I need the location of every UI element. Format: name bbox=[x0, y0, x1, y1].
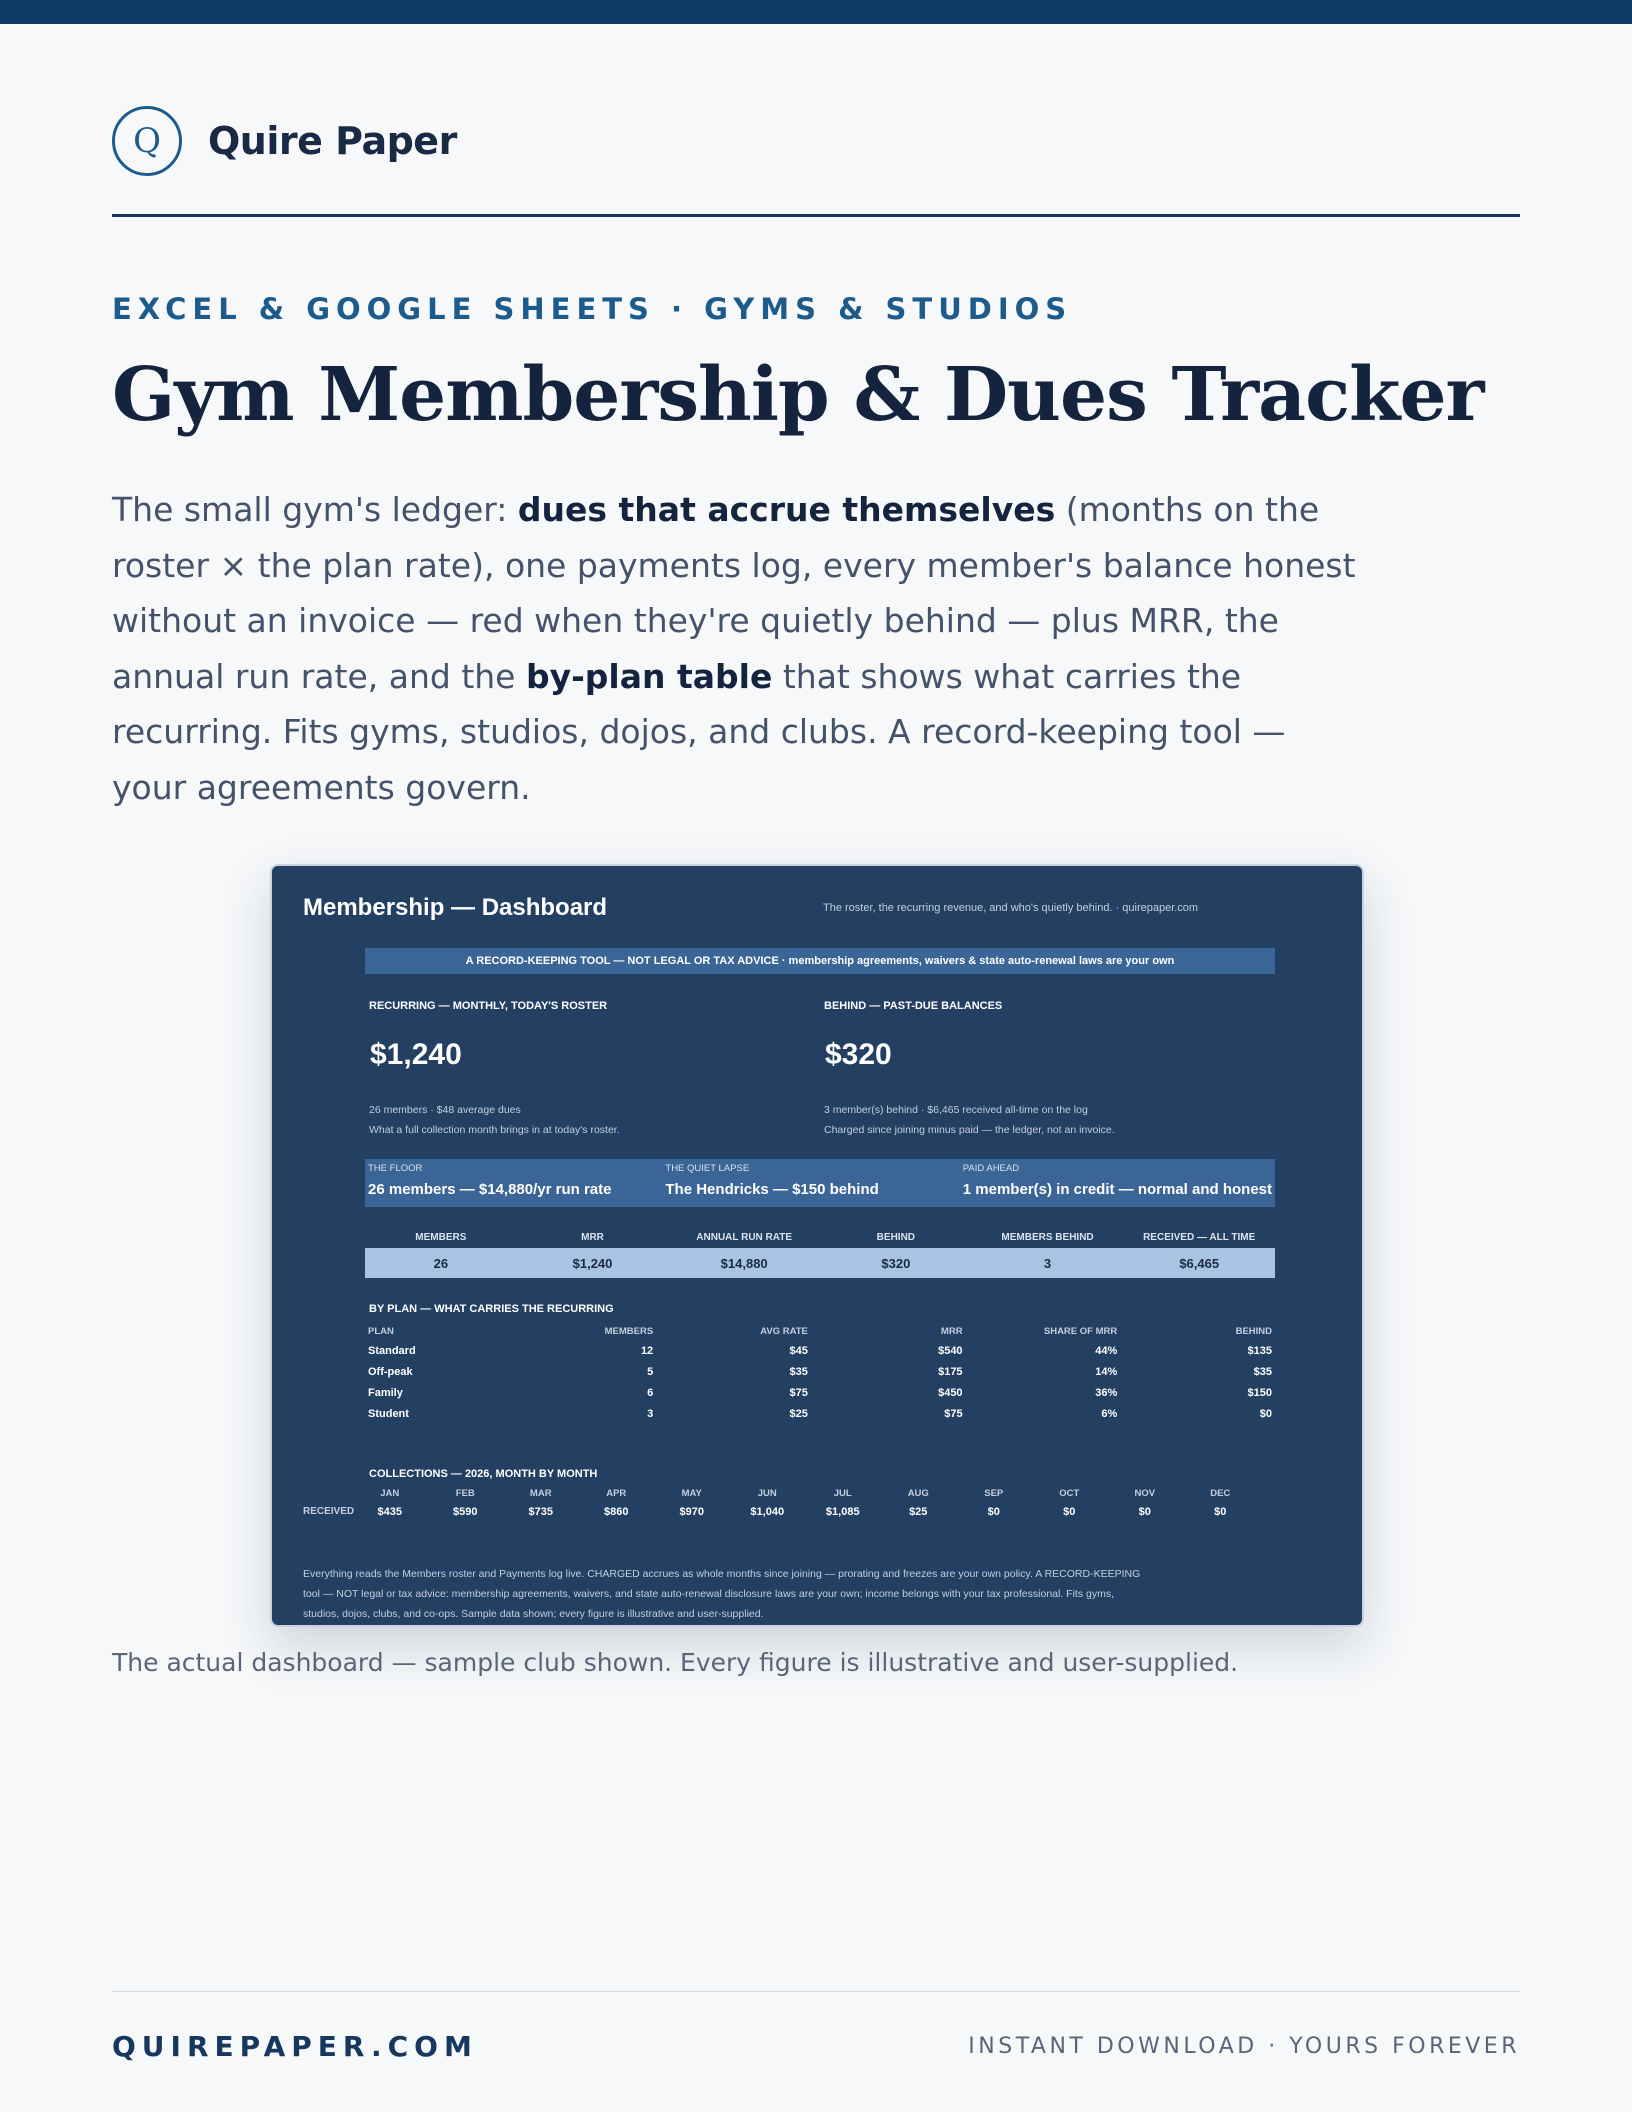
month-label: APR bbox=[606, 1488, 627, 1499]
by-plan-label: BY PLAN — WHAT CARRIES THE RECURRING bbox=[369, 1303, 614, 1315]
stats-value: 26 bbox=[433, 1255, 449, 1271]
table-cell: $540 bbox=[938, 1344, 963, 1357]
table-cell: $35 bbox=[789, 1365, 808, 1378]
column-header: MRR bbox=[940, 1325, 963, 1337]
plan-name-cell: Standard bbox=[368, 1344, 416, 1357]
table-cell: 6% bbox=[1101, 1407, 1118, 1420]
plan-name-cell: Student bbox=[368, 1407, 409, 1420]
disclaimer-banner: A RECORD-KEEPING TOOL — NOT LEGAL OR TAX ADVICE · membership agreements, waivers & state auto-renewal laws are your own bbox=[365, 948, 1275, 974]
dashboard-title: Membership — Dashboard bbox=[303, 894, 608, 921]
month-label: OCT bbox=[1059, 1488, 1080, 1499]
footer-site-link[interactable]: QUIREPAPER.COM bbox=[112, 2030, 478, 2063]
table-row bbox=[365, 1340, 1275, 1361]
month-received-value: $860 bbox=[604, 1506, 629, 1518]
category-eyebrow: EXCEL & GOOGLE SHEETS · GYMS & STUDIOS bbox=[112, 292, 1073, 326]
month-label: MAY bbox=[681, 1488, 702, 1499]
behind-note bbox=[824, 1100, 1115, 1140]
month-received-value: $435 bbox=[377, 1506, 402, 1518]
brand[interactable] bbox=[112, 106, 457, 176]
column-header: PLAN bbox=[368, 1325, 394, 1337]
month-received-value: $25 bbox=[909, 1506, 928, 1518]
behind-value: $320 bbox=[825, 1038, 892, 1071]
dashboard-footnote: Everything reads the Members roster and Payments log live. CHARGED accrues as whole months since joining — prorating and freezes are your own policy. A RECORD-KEEPING tool — NOT legal or tax advice: membership agreements, waivers, and state auto-renewal disclosure laws are your own; income belongs with your tax professional. Fits gyms, studios, dojos, clubs, and co-ops. Sample data shown; every figure is illustrative and user-supplied. bbox=[303, 1568, 1141, 1620]
stats-value: 3 bbox=[1043, 1255, 1052, 1271]
table-cell: 6 bbox=[647, 1386, 654, 1399]
table-cell: $25 bbox=[789, 1407, 808, 1420]
month-received-value: $0 bbox=[987, 1506, 1000, 1518]
month-label: MAR bbox=[529, 1488, 552, 1499]
table-cell: $135 bbox=[1247, 1344, 1272, 1357]
month-label: AUG bbox=[907, 1488, 929, 1499]
table-cell: $175 bbox=[938, 1365, 963, 1378]
table-cell: $450 bbox=[938, 1386, 963, 1399]
table-cell: 36% bbox=[1095, 1386, 1118, 1399]
recurring-value: $1,240 bbox=[370, 1038, 462, 1071]
table-cell: $75 bbox=[789, 1386, 808, 1399]
table-cell: $150 bbox=[1247, 1386, 1272, 1399]
table-header-row bbox=[365, 1322, 1275, 1340]
intro-text-3: that shows what carries the recurring. Fits gyms, studios, dojos, and clubs. A record-keeping tool — your agreements govern. bbox=[112, 656, 1286, 807]
stats-header: BEHIND bbox=[876, 1232, 916, 1243]
stats-header-row bbox=[365, 1232, 1275, 1243]
table-cell: $0 bbox=[1259, 1407, 1272, 1420]
brand-name: Quire Paper bbox=[208, 119, 457, 163]
table-cell: $35 bbox=[1253, 1365, 1272, 1378]
band-cell-floor bbox=[365, 1159, 662, 1207]
stats-value-row bbox=[365, 1248, 1275, 1278]
plan-name-cell: Off-peak bbox=[368, 1365, 413, 1378]
recurring-note-2: What a full collection month brings in at today's roster. bbox=[369, 1124, 620, 1136]
intro-bold-2: by-plan table bbox=[525, 656, 773, 696]
stats-value: $320 bbox=[881, 1255, 911, 1271]
month-received-value: $735 bbox=[528, 1506, 553, 1518]
month-received-value: $590 bbox=[453, 1506, 478, 1518]
plan-name-cell: Family bbox=[368, 1386, 403, 1399]
recurring-note bbox=[369, 1100, 620, 1140]
table-row bbox=[365, 1382, 1275, 1403]
stats-value: $14,880 bbox=[720, 1255, 768, 1271]
top-accent-bar bbox=[0, 0, 1632, 24]
brand-logo-icon: Q bbox=[112, 106, 182, 176]
month-received-value: $970 bbox=[679, 1506, 704, 1518]
by-plan-table bbox=[365, 1322, 1275, 1424]
column-header: SHARE OF MRR bbox=[1043, 1325, 1118, 1337]
month-label: FEB bbox=[455, 1488, 475, 1499]
column-header: MEMBERS bbox=[604, 1325, 654, 1337]
intro-text-1: The small gym's ledger: bbox=[112, 490, 518, 529]
month-label: JUL bbox=[833, 1488, 852, 1499]
behind-note-2: Charged since joining minus paid — the ledger, not an invoice. bbox=[824, 1124, 1115, 1136]
stats-header: MEMBERS bbox=[415, 1232, 467, 1243]
footer-tagline: INSTANT DOWNLOAD · YOURS FOREVER bbox=[968, 2034, 1520, 2059]
band-label: PAID AHEAD bbox=[962, 1163, 1020, 1174]
table-cell: 3 bbox=[647, 1407, 654, 1420]
table-cell: 12 bbox=[640, 1344, 654, 1357]
stats-value: $1,240 bbox=[572, 1255, 613, 1271]
image-caption: The actual dashboard — sample club shown. Every figure is illustrative and user-supplied. bbox=[112, 1648, 1239, 1677]
band-value: 26 members — $14,880/yr run rate bbox=[368, 1181, 612, 1198]
footer-divider bbox=[112, 1991, 1520, 1992]
band-cell-quiet-lapse bbox=[662, 1159, 959, 1207]
month-label: NOV bbox=[1134, 1488, 1156, 1499]
received-row-label: RECEIVED bbox=[303, 1506, 355, 1517]
month-label: JAN bbox=[380, 1488, 400, 1499]
column-header: AVG RATE bbox=[760, 1325, 808, 1337]
month-label: DEC bbox=[1210, 1488, 1231, 1499]
band-label: THE FLOOR bbox=[368, 1163, 423, 1174]
page-title: Gym Membership & Dues Tracker bbox=[112, 352, 1484, 438]
stats-header: MEMBERS BEHIND bbox=[1001, 1232, 1094, 1243]
month-received-value: $1,040 bbox=[750, 1506, 785, 1518]
dashboard-tagline: The roster, the recurring revenue, and who's quietly behind. · quirepaper.com bbox=[823, 902, 1199, 914]
intro-paragraph bbox=[112, 482, 1362, 815]
band-cell-paid-ahead bbox=[960, 1159, 1275, 1207]
behind-label: BEHIND — PAST-DUE BALANCES bbox=[824, 1000, 1003, 1012]
stats-header: MRR bbox=[581, 1232, 604, 1243]
table-cell: 5 bbox=[647, 1365, 654, 1378]
stats-header: RECEIVED — ALL TIME bbox=[1143, 1232, 1256, 1243]
received-value-row bbox=[352, 1506, 1286, 1518]
behind-note-1: 3 member(s) behind · $6,465 received all-time on the log bbox=[824, 1104, 1088, 1116]
recurring-label: RECURRING — MONTHLY, TODAY'S ROSTER bbox=[369, 1000, 608, 1012]
band-value: The Hendricks — $150 behind bbox=[665, 1181, 879, 1198]
month-received-value: $0 bbox=[1063, 1506, 1076, 1518]
recurring-note-1: 26 members · $48 average dues bbox=[369, 1104, 521, 1116]
stats-header: ANNUAL RUN RATE bbox=[696, 1232, 793, 1243]
table-cell: 14% bbox=[1095, 1365, 1118, 1378]
collections-label: COLLECTIONS — 2026, MONTH BY MONTH bbox=[369, 1468, 598, 1480]
month-label: SEP bbox=[984, 1488, 1004, 1499]
intro-bold-1: dues that accrue themselves bbox=[517, 490, 1056, 529]
table-cell: 44% bbox=[1095, 1344, 1118, 1357]
table-cell: $45 bbox=[789, 1344, 808, 1357]
month-received-value: $1,085 bbox=[825, 1506, 860, 1518]
band-value: 1 member(s) in credit — normal and honest bbox=[962, 1181, 1273, 1198]
highlight-band bbox=[365, 1159, 1275, 1207]
month-received-value: $0 bbox=[1214, 1506, 1227, 1518]
month-label: JUN bbox=[757, 1488, 777, 1499]
band-label: THE QUIET LAPSE bbox=[665, 1163, 750, 1174]
intro-text-2: (months on the roster × the plan rate), one payments log, every member's balance honest without an invoice — red when they're quietly behind — plus MRR, the annual run rate, and the bbox=[112, 490, 1356, 696]
header-divider bbox=[112, 214, 1520, 217]
stats-value: $6,465 bbox=[1179, 1255, 1220, 1271]
dashboard-preview bbox=[270, 864, 1364, 1627]
column-header: BEHIND bbox=[1235, 1325, 1272, 1337]
months-header-row bbox=[352, 1488, 1286, 1499]
table-cell: $75 bbox=[944, 1407, 963, 1420]
month-received-value: $0 bbox=[1138, 1506, 1151, 1518]
table-row bbox=[365, 1403, 1275, 1424]
table-row bbox=[365, 1361, 1275, 1382]
